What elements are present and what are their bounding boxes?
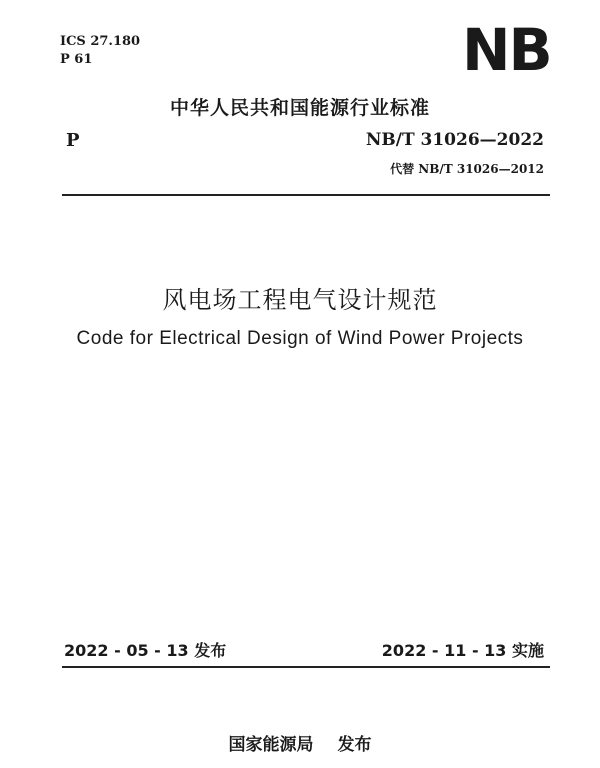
category-code: P bbox=[66, 130, 80, 151]
organization-title: 中华人民共和国能源行业标准 bbox=[169, 97, 430, 119]
publisher-name: 国家能源局 bbox=[228, 735, 314, 755]
title-chinese: 风电场工程电气设计规范 bbox=[162, 286, 438, 314]
p-code: P 61 bbox=[60, 52, 93, 67]
bottom-rule bbox=[62, 666, 550, 668]
implementation-date: 2022 - 11 - 13 实施 bbox=[381, 641, 544, 660]
standard-number: NB/T 31026—2022 bbox=[365, 130, 544, 150]
issue-date: 2022 - 05 - 13 发布 bbox=[64, 641, 227, 660]
top-rule bbox=[62, 194, 550, 196]
nb-logo: NB bbox=[462, 16, 551, 84]
classification-codes bbox=[60, 33, 140, 69]
title-english: Code for Electrical Design of Wind Power Projects bbox=[76, 328, 524, 349]
ics-code: ICS 27.180 bbox=[60, 34, 141, 49]
publisher-line bbox=[0, 730, 600, 755]
replaces-note: 代替 NB/T 31026—2012 bbox=[390, 162, 544, 176]
publisher-action: 发布 bbox=[337, 735, 372, 755]
